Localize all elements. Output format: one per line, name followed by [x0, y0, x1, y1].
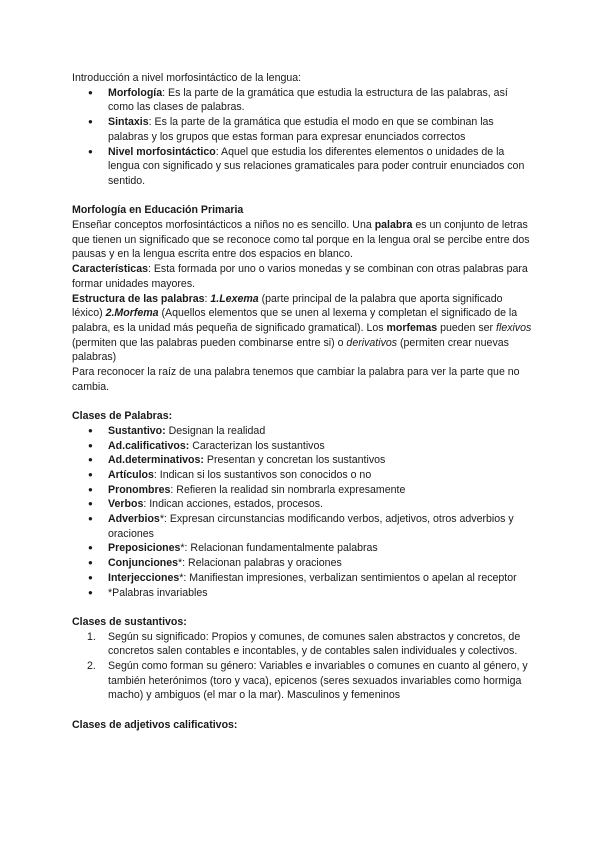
list-item: 2. Según como forman su género: Variables e invariables o comunes en cuanto al género, y también heterónimos (toro y vaca), epicenos (seres sexuados invariables como hormiga macho) y ambiguos (el mar o la mar). Masculinos y femeninos — [87, 660, 528, 702]
list-item: ● Verbos: Indican acciones, estados, procesos. — [72, 497, 532, 512]
list-item: ● Sustantivo: Designan la realidad — [72, 424, 532, 439]
spacer — [72, 394, 532, 409]
document-page — [72, 71, 532, 733]
list-item: ● Morfología: Es la parte de la gramática que estudia la estructura de las palabras, así como las clases de palabras. — [72, 86, 532, 115]
section-title: Morfología en Educación Primaria — [72, 204, 244, 217]
intro-list — [72, 86, 532, 189]
section-title: Clases de Palabras: — [72, 410, 173, 423]
word-classes-list — [72, 424, 532, 600]
section-title: Clases de adjetivos calificativos: — [72, 718, 238, 731]
list-item: ● Pronombres: Refieren la realidad sin nombrarla expresamente — [72, 483, 532, 498]
paragraph: Características: Esta formada por uno o varios monedas y se combinan con otras palabras para formar unidades mayores. — [72, 263, 528, 290]
list-item: ● Adverbios*: Expresan circunstancias modificando verbos, adjetivos, otros adverbios y oraciones — [72, 512, 532, 541]
noun-classes-list — [72, 630, 532, 704]
list-item: ● Conjunciones*: Relacionan palabras y oraciones — [72, 556, 532, 571]
list-item: ● Ad.determinativos: Presentan y concretan los sustantivos — [72, 453, 532, 468]
list-item: ● Sintaxis: Es la parte de la gramática que estudia el modo en que se combinan las palabras y los grupos que estas forman para expresar enunciados correctos — [72, 115, 532, 144]
paragraph: Para reconocer la raíz de una palabra tenemos que cambiar la palabra para ver la parte que no cambia. — [72, 366, 520, 393]
spacer — [72, 189, 532, 204]
list-item: ● Preposiciones*: Relacionan fundamentalmente palabras — [72, 541, 532, 556]
list-item: ● Nivel morfosintáctico: Aquel que estudia los diferentes elementos o unidades de la lengua con significado y sus relaciones gramaticales para poder contruir enunciados con sentido. — [72, 145, 532, 189]
intro-heading: Introducción a nivel morfosintáctico de la lengua: — [72, 72, 302, 84]
list-item: ● Ad.calificativos: Caracterizan los sustantivos — [72, 439, 532, 454]
paragraph: Estructura de las palabras: 1.Lexema (parte principal de la palabra que aporta significado léxico) 2.Morfema (Aquellos elementos que se unen al lexema y completan el significado de la palabra, es la unidad más pequeña de significado gramatical). Los morfemas pueden ser flexivos (permiten que las palabras pueden combinarse entre si) o derivativos (permiten crear nuevas palabras) — [72, 292, 532, 364]
spacer — [72, 600, 532, 615]
list-item: ● *Palabras invariables — [72, 586, 532, 601]
spacer — [72, 703, 532, 718]
list-item: ● Interjecciones*: Manifiestan impresiones, verbalizan sentimientos o apelan al receptor — [72, 571, 532, 586]
paragraph: Enseñar conceptos morfosintácticos a niños no es sencillo. Una palabra es un conjunto de letras que tienen un significado que se reconoce como tal porque en la lengua oral se percibe entre dos pausas y en la lengua escrita entre dos espacios en blanco. — [72, 219, 530, 261]
list-item: ● Artículos: Indican si los sustantivos son conocidos o no — [72, 468, 532, 483]
section-title: Clases de sustantivos: — [72, 615, 187, 628]
list-item: 1. Según su significado: Propios y comunes, de comunes salen abstractos y concretos, de concretos salen contables e incontables, y de contables salen individuales y colectivos. — [87, 630, 521, 658]
